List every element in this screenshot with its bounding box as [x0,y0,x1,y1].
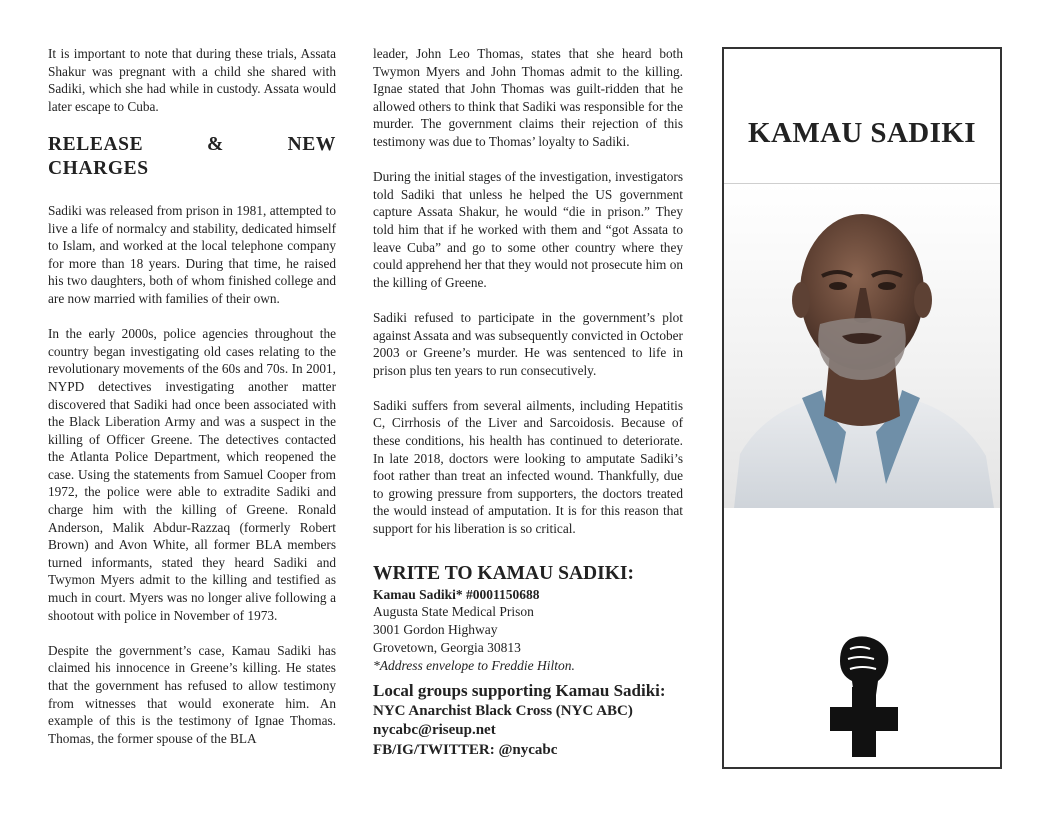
section-heading-release: RELEASE & NEW CHARGES [48,133,336,179]
write-heading: WRITE TO KAMAU SADIKI: [373,562,634,584]
paragraph-innocence: Despite the government’s case, Kamau Sadiki has claimed his innocence in Greene’s killing. He states that the government has refused to allow testimony from witnesses that would exonerate him. An example of this is the testimony of Ignae Thomas. Thomas, the former spouse of the BLA [48,642,336,746]
local-group-name: NYC Anarchist Black Cross (NYC ABC) [373,702,633,719]
mailing-address [373,586,683,675]
address-institution: Augusta State Medical Prison [373,604,534,620]
local-group-social: FB/IG/TWITTER: @nycabc [373,741,558,758]
raised-fist-cross-icon [828,635,900,757]
address-note: *Address envelope to Freddie Hilton. [373,657,575,673]
local-group-email: nycabc@riseup.net [373,722,496,739]
cover-panel [722,47,1002,769]
address-city: Grovetown, Georgia 30813 [373,640,521,656]
paragraph-intro: It is important to note that during these trials, Assata Shakur was pregnant with a child she shared with Sadiki, which she had while in custody. Assata would later escape to Cuba. [48,46,336,114]
paragraph-2000s: In the early 2000s, police agencies throughout the country began investigating old cases relating to the revolutionary movements of the 60s and 70s. In 2001, NYPD detectives investigating another matter discovered that Sadiki had once been associated with the Black Liberation Army and was a suspect in the killing of Officer Greene. The detectives contacted the Atlanta Police Department, which reopened the case. Using the statements from Samuel Cooper from 1972, the police were able to extradite Sadiki and charge him with the killing of Greene. Ronald Anderson, Malik Abdur-Razzaq (formerly Robert Brown) and Avon White, all former BLA members turned informants, stated they heard Sadiki and Twymon Myers admit to the killing and testified as much in court. Myers was no longer alive following a shootout with police in November of 1973. [48,326,336,623]
paragraph-release: Sadiki was released from prison in 1981, attempted to live a life of normalcy and stability, dedicated himself to Islam, and worked at the local telephone company for more than 18 years. During that time, he raised his two daughters, both of whom finished college and are now married with families of their own. [48,202,336,306]
paragraph-thomas: leader, John Leo Thomas, states that she heard both Twymon Myers and John Thomas admit to the killing. Ignae stated that John Thomas was guilt-ridden that he allowed others to think that Sadiki was responsible for the murder. The government claims their rejection of this testimony was due to Thomas’ loyalty to Sadiki. [373,46,683,149]
column-left [48,45,336,747]
local-groups-heading: Local groups supporting Kamau Sadiki: [373,680,666,700]
cover-title: KAMAU SADIKI [748,117,976,149]
paragraph-ailments: Sadiki suffers from several ailments, including Hepatitis C, Cirrhosis of the Liver and Sarcoidosis. Because of these conditions, his health has continued to deteriorate. In late 2018, doctors were looking to amputate Sadiki’s foot rather than treat an infected wound. Thankfully, due to growing pressure from supporters, the doctors treated the would instead of amputation. It is for this reason that support for his liberation is so critical. [373,397,683,537]
address-street: 3001 Gordon Highway [373,622,498,638]
portrait-photo [724,184,1000,508]
paragraph-refused: Sadiki refused to participate in the government’s plot against Assata and was subsequently convicted in October 2003 or Greene’s murder. He was sentenced to life in prison plus ten years to run consecutively. [373,309,683,378]
address-name-line: Kamau Sadiki* #0001150688 [373,586,540,602]
paragraph-investigation: During the initial stages of the investigation, investigators told Sadiki that unless he helped the US government capture Assata Shakur, he would “die in prison.” They told him that if he worked with them and “got Assata to leave Cuba” and go to some other country where they could apprehend her that they would not prosecute him on the killing of Greene. [373,169,683,290]
column-middle [373,45,683,760]
